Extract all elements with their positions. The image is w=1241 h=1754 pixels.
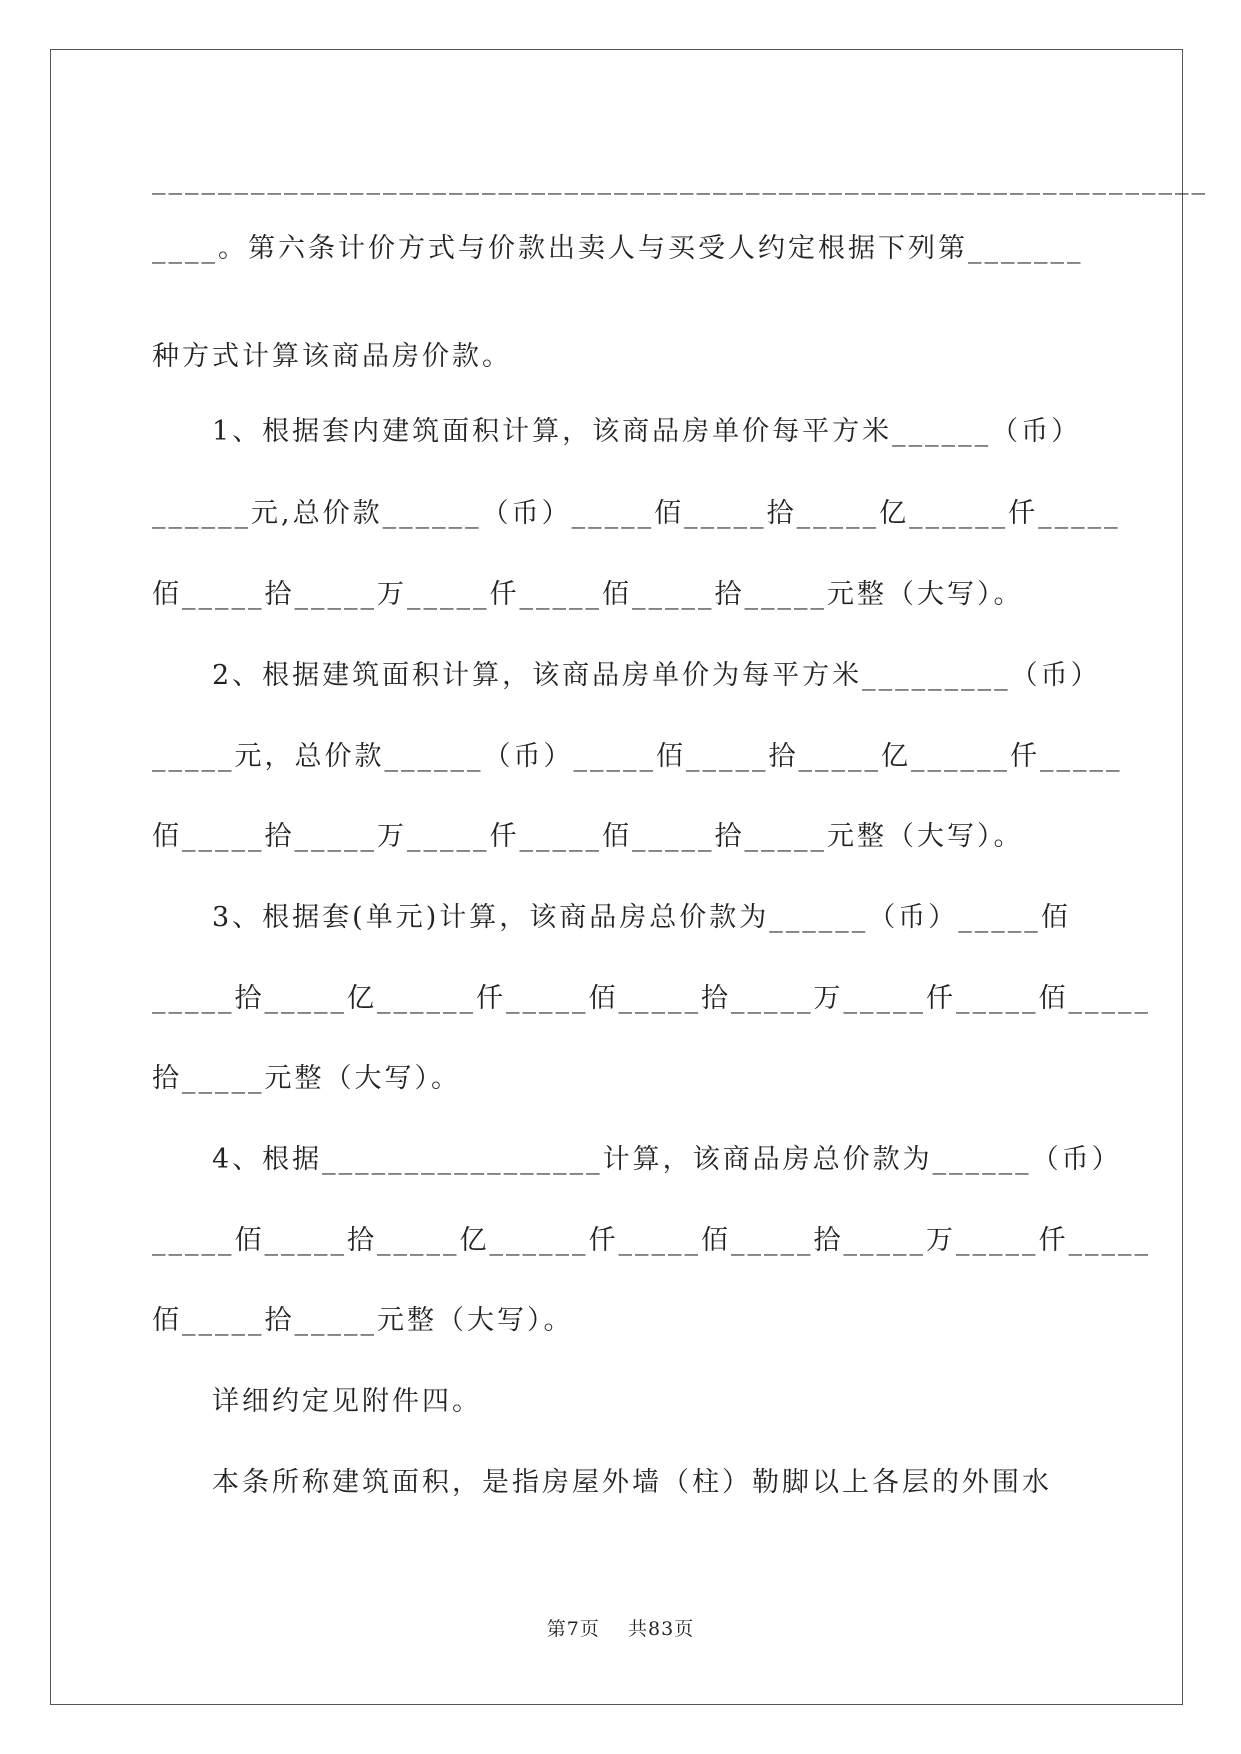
- line-item-3: 3、根据套(单元)计算，该商品房总价款为______（币）_____佰: [212, 902, 1071, 933]
- line-item-1-cont-b: 佰_____拾_____万_____仟_____佰_____拾_____元整（大写）。: [152, 579, 1024, 610]
- line-item-2: 2、根据建筑面积计算，该商品房单价为每平方米_________（币）: [212, 660, 1101, 691]
- line-underscore-header: ________________________________________________________________: [152, 164, 1208, 195]
- line-article-six-cont: 种方式计算该商品房价款。: [152, 341, 512, 372]
- line-item-1: 1、根据套内建筑面积计算，该商品房单价每平方米______（币）: [212, 416, 1082, 447]
- line-item-3-cont-b: 拾_____元整（大写）。: [152, 1063, 461, 1094]
- line-item-2-cont-a: _____元，总价款______（币）_____佰_____拾_____亿______仟_____: [152, 741, 1123, 772]
- line-item-1-cont-a: ______元,总价款______（币）_____佰_____拾_____亿______仟_____: [152, 498, 1121, 529]
- line-item-2-cont-b: 佰_____拾_____万_____仟_____佰_____拾_____元整（大写）。: [152, 821, 1024, 852]
- line-article-six: ____。第六条计价方式与价款出卖人与买受人约定根据下列第_______: [152, 233, 1084, 264]
- page-number-footer: 第7页 共83页: [546, 1618, 695, 1640]
- line-item-3-cont-a: _____拾_____亿______仟_____佰_____拾_____万_____仟_____佰_____: [152, 983, 1151, 1014]
- line-item-4-cont-a: _____佰_____拾_____亿______仟_____佰_____拾_____万_____仟_____: [152, 1225, 1151, 1256]
- line-item-4: 4、根据_________________计算，该商品房总价款为______（币）: [212, 1144, 1122, 1175]
- page-border: [50, 49, 1208, 1705]
- line-item-4-cont-b: 佰_____拾_____元整（大写）。: [152, 1305, 574, 1336]
- line-appendix-note: 详细约定见附件四。: [212, 1386, 482, 1417]
- line-area-definition: 本条所称建筑面积，是指房屋外墙（柱）勒脚以上各层的外围水: [212, 1467, 1052, 1498]
